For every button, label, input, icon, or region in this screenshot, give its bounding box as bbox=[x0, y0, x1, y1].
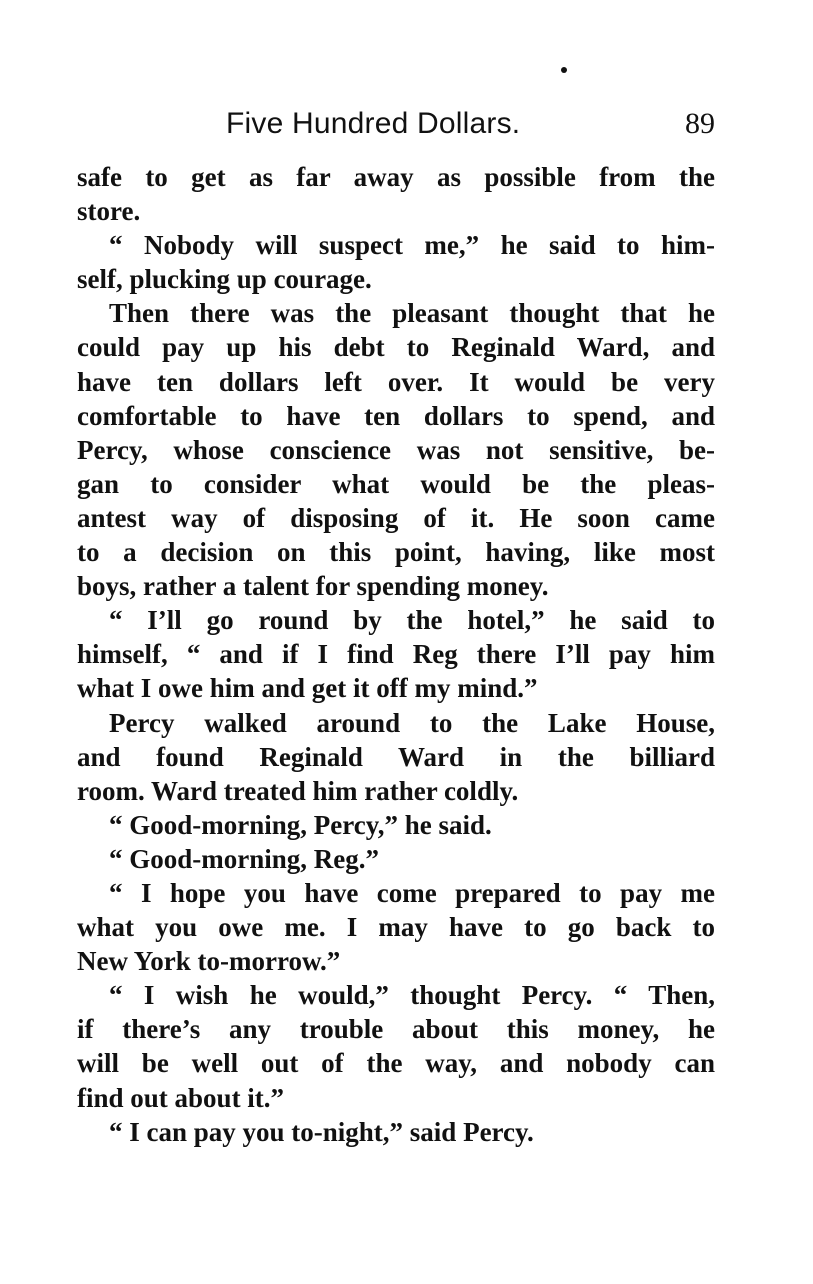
paragraph bbox=[77, 603, 715, 705]
text-line: comfortable to have ten dollars to spend, and bbox=[77, 400, 715, 431]
running-title: Five Hundred Dollars. bbox=[226, 107, 521, 140]
print-mark bbox=[561, 67, 567, 73]
text-line: “ Good-morning, Reg.” bbox=[109, 843, 379, 874]
text-line: “ Nobody will suspect me,” he said to him- bbox=[109, 230, 715, 261]
text-line: could pay up his debt to Reginald Ward, and bbox=[77, 332, 715, 363]
text-line: will be well out of the way, and nobody can bbox=[77, 1048, 715, 1079]
paragraph bbox=[77, 808, 715, 842]
text-line: “ Good-morning, Percy,” he said. bbox=[109, 809, 492, 840]
paragraph bbox=[77, 978, 715, 1114]
text-line: store. bbox=[77, 196, 141, 227]
paragraph bbox=[77, 1115, 715, 1149]
body-text bbox=[77, 160, 715, 1149]
running-head bbox=[0, 100, 813, 148]
paragraph bbox=[77, 160, 715, 228]
text-line: Percy walked around to the Lake House, bbox=[109, 707, 715, 738]
text-line: himself, “ and if I find Reg there I’ll pay him bbox=[77, 639, 715, 670]
text-line: “ I hope you have come prepared to pay me bbox=[109, 877, 715, 908]
text-line: “ I wish he would,” thought Percy. “ Then, bbox=[109, 980, 715, 1011]
text-line: boys, rather a talent for spending money. bbox=[77, 571, 549, 602]
paragraph bbox=[77, 228, 715, 296]
text-line: have ten dollars left over. It would be very bbox=[77, 366, 715, 397]
text-line: if there’s any trouble about this money, he bbox=[77, 1014, 715, 1045]
text-line: self, plucking up courage. bbox=[77, 264, 372, 295]
text-line: New York to-morrow.” bbox=[77, 946, 341, 977]
paragraph bbox=[77, 876, 715, 978]
text-line: antest way of disposing of it. He soon came bbox=[77, 502, 715, 533]
text-line: to a decision on this point, having, like most bbox=[77, 537, 715, 568]
text-line: gan to consider what would be the pleas- bbox=[77, 468, 715, 499]
paragraph bbox=[77, 706, 715, 808]
paragraph bbox=[77, 296, 715, 603]
text-line: room. Ward treated him rather coldly. bbox=[77, 775, 519, 806]
paragraph bbox=[77, 842, 715, 876]
text-line: Percy, whose conscience was not sensitive, be- bbox=[77, 434, 715, 465]
text-line: Then there was the pleasant thought that he bbox=[109, 298, 715, 329]
text-line: “ I’ll go round by the hotel,” he said to bbox=[109, 605, 715, 636]
page-number: 89 bbox=[685, 107, 715, 140]
text-line: safe to get as far away as possible from the bbox=[77, 162, 715, 192]
text-line: “ I can pay you to-night,” said Percy. bbox=[109, 1116, 534, 1147]
text-line: what I owe him and get it off my mind.” bbox=[77, 673, 538, 704]
text-line: what you owe me. I may have to go back to bbox=[77, 912, 715, 943]
text-line: find out about it.” bbox=[77, 1082, 285, 1113]
text-line: and found Reginald Ward in the billiard bbox=[77, 741, 715, 772]
